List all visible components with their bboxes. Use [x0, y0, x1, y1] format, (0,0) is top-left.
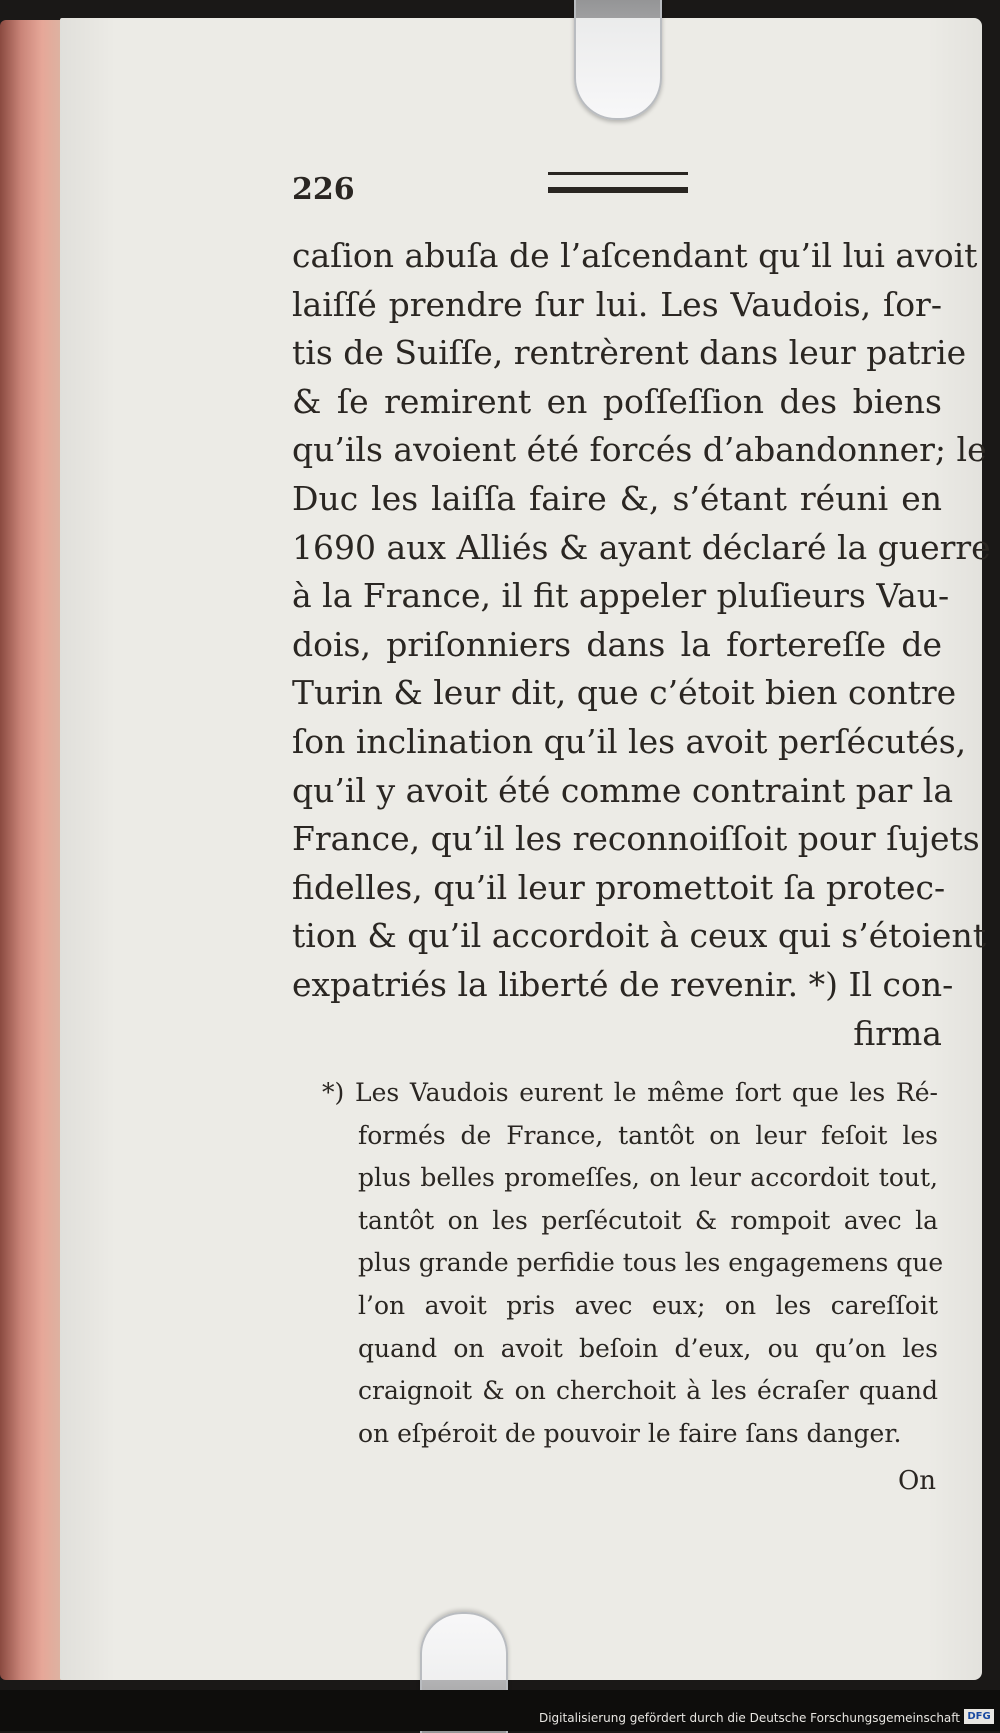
text-line: tion & qu’il accordoit à ceux qui s’étoient	[292, 916, 986, 956]
text-line: firma	[853, 1013, 942, 1053]
text-line: qu’ils avoient été forcés d’abandonner; le	[292, 430, 987, 470]
footnote-line: plus belles promeſſes, on leur accordoit tout,	[358, 1163, 938, 1193]
page-number: 226	[292, 172, 355, 207]
text-line: tis de Suiſſe, rentrèrent dans leur patrie	[292, 333, 967, 373]
footnote-line: tantôt on les perſécutoit & rompoit avec la	[358, 1205, 938, 1235]
footnote-line: formés de France, tantôt on leur feſoit les	[358, 1120, 938, 1150]
text-line: caſion abuſa de l’aſcendant qu’il lui avoit	[292, 236, 978, 275]
page-clip-top	[574, 0, 662, 120]
footnote-line: craignoit & on cherchoit à les écraſer quand	[358, 1376, 938, 1406]
text-line: France, qu’il les reconnoiſſoit pour ſujets	[292, 819, 980, 859]
footnote-line: quand on avoit beſoin d’eux, ou qu’on les	[358, 1333, 938, 1363]
text-line: dois, priſonniers dans la fortereſſe de	[292, 624, 942, 664]
footnote-line: plus grande perfidie tous les engagemens que	[358, 1248, 944, 1278]
text-line: laiſſé prendre ſur lui. Les Vaudois, ſor-	[292, 284, 942, 324]
footnote-line: on eſpéroit de pouvoir le faire ſans danger.	[358, 1418, 902, 1448]
dfg-logo: DFG	[964, 1709, 994, 1724]
text-line: & ſe remirent en poſſeſſion des biens	[292, 381, 942, 421]
text-line: ſon inclination qu’il les avoit perſécutés,	[292, 721, 967, 761]
text-line: fidelles, qu’il leur promettoit ſa protec-	[292, 867, 946, 907]
footnote-block	[322, 1072, 944, 1455]
footnote-line: *) Les Vaudois eurent le même ſort que les Ré-	[322, 1078, 938, 1107]
footnote-line: l’on avoit pris avec eux; on les careſſoit	[358, 1290, 938, 1320]
text-line: à la France, il fit appeler pluſieurs Vau-	[292, 576, 950, 616]
digitization-credit: Digitalisierung gefördert durch die Deutsche Forschungsgemeinschaft	[538, 1711, 960, 1725]
text-line: expatriés la liberté de revenir. *) Il con-	[292, 964, 954, 1004]
main-text-block	[292, 232, 991, 1058]
header-rule	[548, 172, 688, 193]
catchword: On	[897, 1466, 936, 1496]
text-line: qu’il y avoit été comme contraint par la	[292, 770, 954, 810]
text-line: 1690 aux Alliés & ayant déclaré la guerre	[292, 527, 991, 567]
text-line: Turin & leur dit, que c’étoit bien contre	[292, 673, 957, 713]
text-line: Duc les laiſſa faire &, s’étant réuni en	[292, 478, 942, 518]
